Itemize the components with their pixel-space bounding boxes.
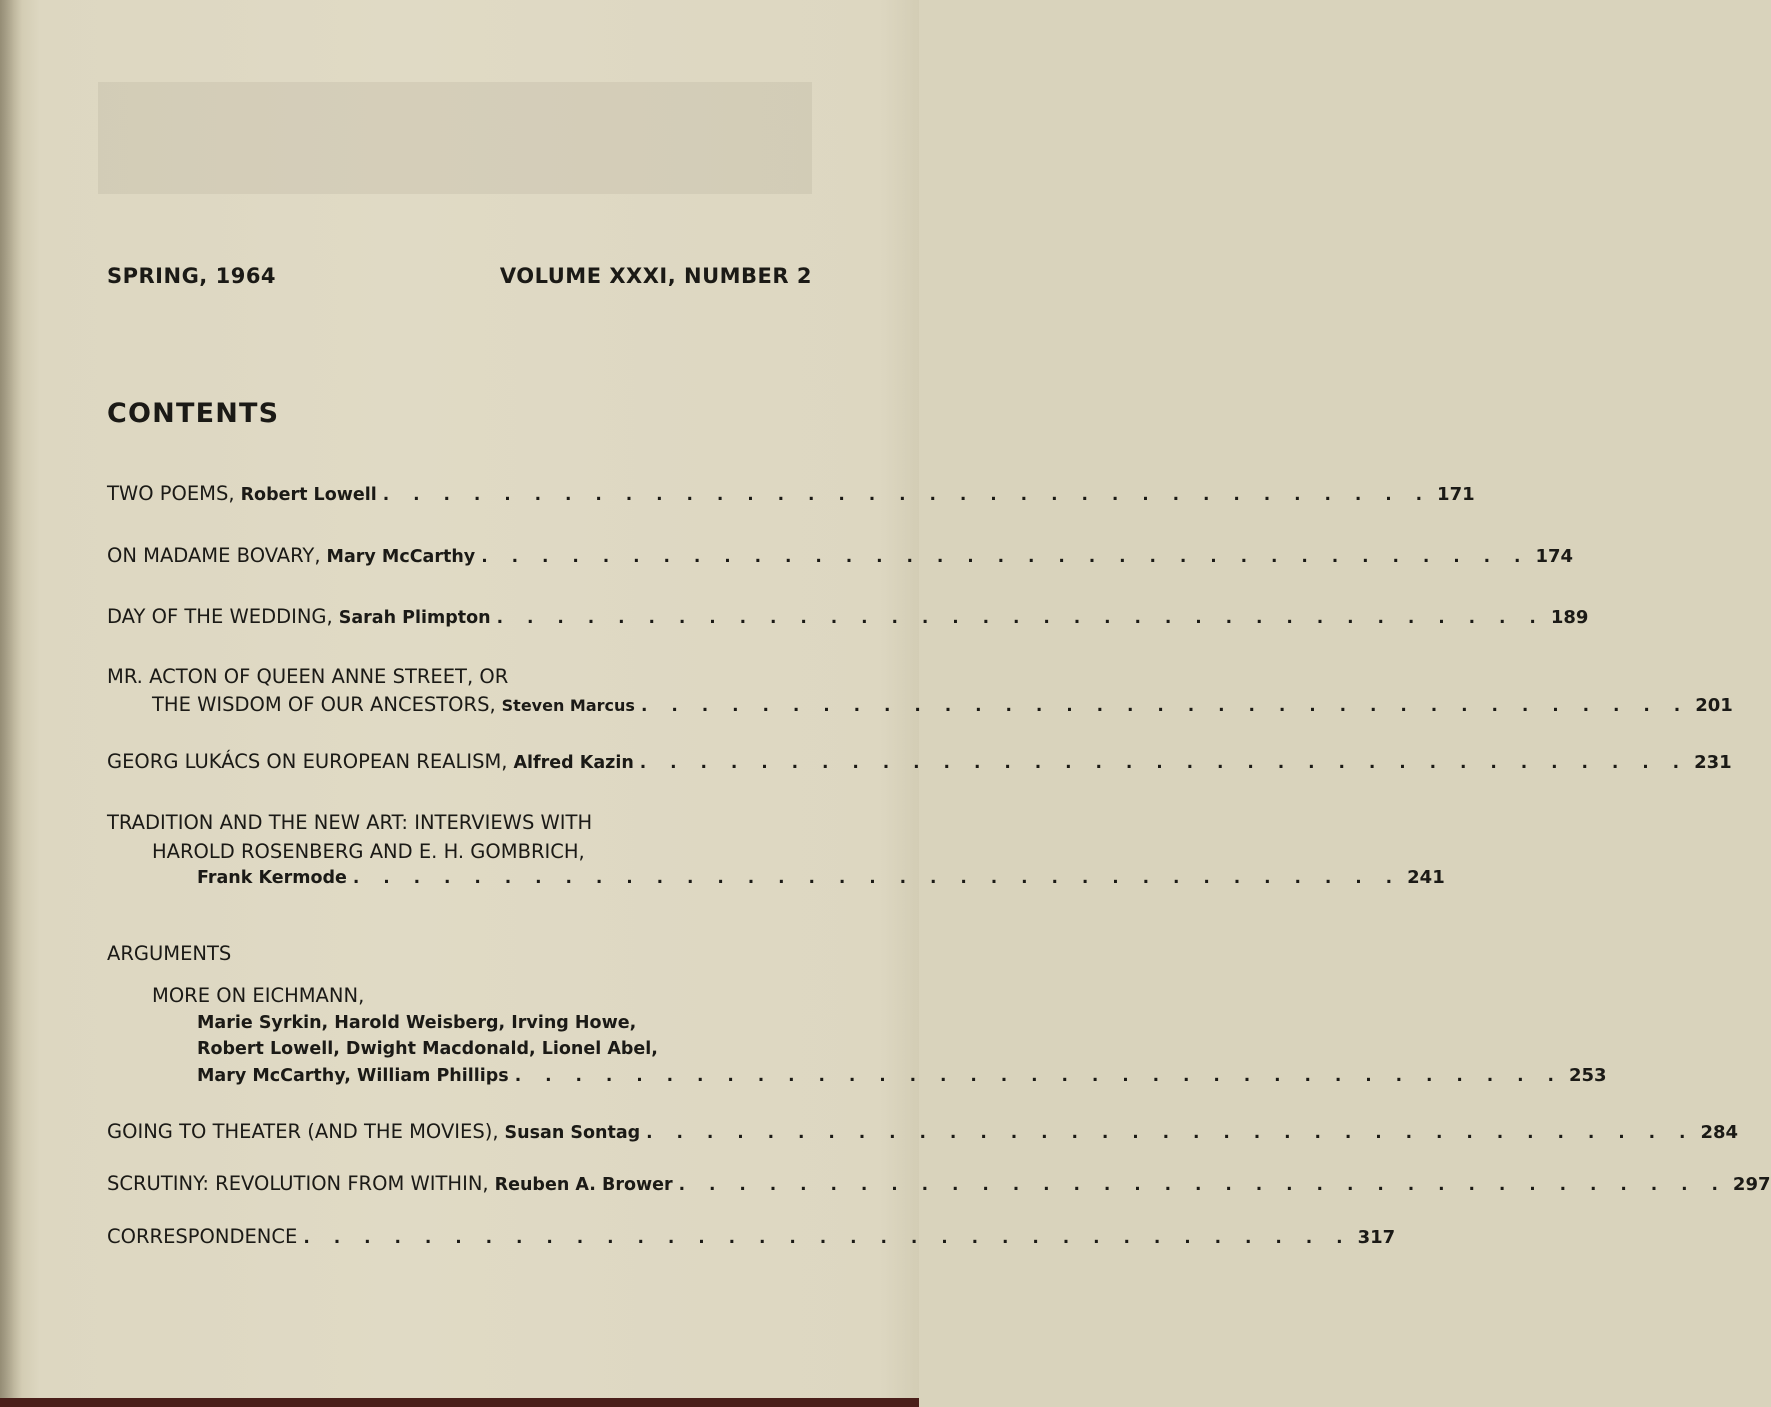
toc-entry	[107, 605, 1589, 631]
toc-entry	[197, 1065, 1607, 1091]
entry-title: GOING TO THEATER (AND THE MOVIES),	[107, 1120, 499, 1143]
leader-dots: . . . . . . . . . . . . . . . . . . . . . . . . . . . . . . . . . . .	[496, 608, 1545, 628]
issue-header	[107, 264, 812, 288]
entry-title-line2: HAROLD ROSENBERG AND E. H. GOMBRICH,	[152, 840, 585, 863]
leader-dots: . . . . . . . . . . . . . . . . . . . . . . . . . . . . . . . . . . .	[678, 1175, 1727, 1195]
cover-edge	[0, 1398, 919, 1407]
entry-title: SCRUTINY: REVOLUTION FROM WITHIN,	[107, 1172, 489, 1195]
entry-title: MORE ON EICHMANN,	[152, 984, 365, 1007]
entry-title: CORRESPONDENCE	[107, 1225, 298, 1248]
entry-title-line1: MR. ACTON OF QUEEN ANNE STREET, OR	[107, 665, 509, 688]
leader-dots: . . . . . . . . . . . . . . . . . . . . . . . . . . . . . . . . . . .	[352, 868, 1402, 888]
leader-dots: . . . . . . . . . . . . . . . . . . . . . . . . . . . . . . . . . . .	[640, 696, 1690, 716]
entry-author: Robert Lowell	[240, 485, 377, 505]
entry-author: Reuben A. Brower	[494, 1175, 673, 1195]
entry-page: 174	[1535, 546, 1574, 567]
entry-authors-line2: Robert Lowell, Dwight Macdonald, Lionel Abel,	[197, 1039, 658, 1059]
entry-title: DAY OF THE WEDDING,	[107, 605, 333, 628]
entry-author: Mary McCarthy	[326, 547, 476, 567]
entry-author: Sarah Plimpton	[338, 608, 491, 628]
issue-season: SPRING, 1964	[107, 264, 277, 288]
entry-author: Steven Marcus	[501, 696, 635, 715]
leader-dots: . . . . . . . . . . . . . . . . . . . . . . . . . . . . . . . . . . .	[382, 485, 1432, 505]
issue-volume: VOLUME XXXI, NUMBER 2	[499, 264, 812, 288]
toc-entry	[197, 867, 1445, 893]
entry-page: 284	[1700, 1122, 1739, 1143]
toc-entry	[107, 482, 1475, 508]
entry-title: ON MADAME BOVARY,	[107, 544, 321, 567]
entry-authors-line1: Marie Syrkin, Harold Weisberg, Irving Howe,	[197, 1013, 637, 1033]
entry-title-line2: THE WISDOM OF OUR ANCESTORS,	[152, 693, 496, 716]
entry-page: 241	[1407, 867, 1445, 888]
entry-page: 171	[1437, 484, 1475, 505]
section-heading: ARGUMENTS	[107, 942, 232, 965]
entry-title-line1: TRADITION AND THE NEW ART: INTERVIEWS WITH	[107, 811, 593, 834]
spine-shadow	[0, 0, 22, 1407]
toc-entry	[152, 693, 1733, 719]
entry-authors-line3: Mary McCarthy, William Phillips	[197, 1066, 509, 1086]
leader-dots: . . . . . . . . . . . . . . . . . . . . . . . . . . . . . . . . . . .	[514, 1066, 1563, 1086]
entry-page: 189	[1550, 607, 1589, 628]
entry-title: TWO POEMS,	[107, 482, 235, 505]
entry-title: GEORG LUKÁCS ON EUROPEAN REALISM,	[107, 750, 508, 773]
entry-page: 201	[1695, 695, 1733, 716]
entry-page: 317	[1357, 1227, 1396, 1248]
toc-entry	[107, 1225, 1396, 1251]
entry-author: Frank Kermode	[197, 868, 347, 888]
toc-entry	[107, 750, 1732, 776]
leader-dots: . . . . . . . . . . . . . . . . . . . . . . . . . . . . . . . . . . .	[303, 1228, 1352, 1248]
entry-author: Susan Sontag	[504, 1123, 641, 1143]
entry-page: 231	[1694, 752, 1732, 773]
toc-entry	[107, 1172, 1771, 1198]
show-through-block	[98, 82, 812, 194]
toc-entry	[107, 1120, 1739, 1146]
leader-dots: . . . . . . . . . . . . . . . . . . . . . . . . . . . . . . . . . . .	[639, 753, 1689, 773]
leader-dots: . . . . . . . . . . . . . . . . . . . . . . . . . . . . . . . . . . .	[481, 547, 1530, 567]
toc-entry	[107, 544, 1574, 570]
leader-dots: . . . . . . . . . . . . . . . . . . . . . . . . . . . . . . . . . . .	[646, 1123, 1695, 1143]
entry-page: 297	[1732, 1174, 1771, 1195]
contents-heading: CONTENTS	[107, 398, 280, 429]
entry-author: Alfred Kazin	[513, 753, 634, 773]
entry-page: 253	[1568, 1065, 1607, 1086]
